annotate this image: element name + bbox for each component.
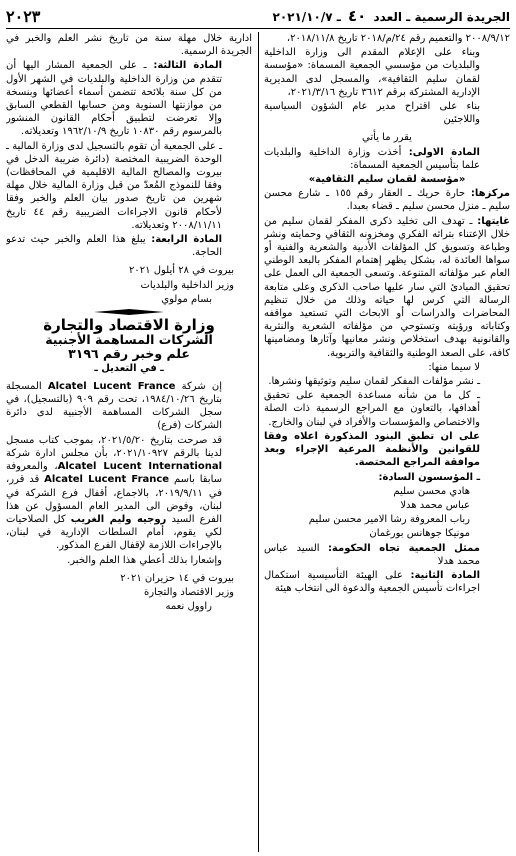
paragraph: قد صرحت بتاريخ ٢٠٢١/٥/٢٠، بموجب كتاب مسجل لدينا بالرقم ٢٠٢١/١٠٩٢٧، بأن مجلس ادارة شركة Alcatel Lucent International، والمعروفة سابقا باسم Alcatel Lucent France قد قرر، في ٢٠١٩/٩/١١، بالاجماع، أقفال فرع الشركة في لبنان، وفوض الى المدير العام المسؤول عن هذا الفرع السيد روجيه وليم الغريب كل الصلاحيات لكي يقوم، أمام السلطات الإدارية في لبنان، بالإجراءات اللازمة لإقفال الفرع المذكور.	[6, 434, 223, 552]
signature-name: راوول نعمه	[165, 601, 212, 613]
signature-title: وزير الاقتصاد والتجارة	[143, 586, 234, 598]
paragraph: إن شركة Alcatel Lucent France المسجلة بتاريخ ١٩٨٤/١٠/٢٦، تحت رقم ٩٠٩ (بالتسجيل)، في سجل الشركات المساهمة الأجنبية لدى دائرة الشركات (فرع)	[6, 380, 222, 432]
issue-date: ـ ٢٠٢١/١٠/٧	[272, 10, 341, 24]
headquarters: مركزها: حارة حريك ـ العقار رقم ١٥٥ ـ شارع محسن سليم ـ منزل محسن سليم ـ قضاء بعبدا.	[264, 188, 510, 213]
title-prefix: الجريدة الرسمية ـ العدد	[373, 10, 510, 24]
signature-name: بسام مولوي	[161, 293, 212, 305]
ministry-title: وزارة الاقتصاد والتجارة	[43, 316, 215, 335]
gazette-title	[273, 7, 511, 25]
paragraph: ٢٠٠٨/٩/١٢ والتعميم رقم ٢٤/م/٢٠١٨ تاريخ ٢٠١٨/١١/٨،	[286, 33, 510, 44]
article-one: المادة الاولى: أخذت وزارة الداخلية والبلديات علما بتأسيس الجمعية المسماة:	[264, 146, 480, 171]
government-representative: ممثل الجمعية تجاه الحكومة: السيد عباس محمد هدلا	[264, 542, 480, 567]
paragraph: ادارية خلال مهلة سنة من تاريخ نشر العلم والخبر في الجريدة الرسمية.	[6, 33, 252, 58]
article-three: المادة الثالثة: ـ على الجمعية المشار اليها أن تتقدم من وزارة الداخلية والبلديات في الشهر الأول من كل سنة بلائحة تتضمن أسماء أعضائها وبنسخة من موازنتها السنوية ومن حسابها القطعي السابق وإلا تعرضت لتطبيق أحكام القانون المنشور بالمرسوم رقم ١٠٨٣٠ تاريخ ١٩٦٢/١٠/٩ وتعديلاته.	[6, 60, 223, 138]
founder-name: مونيكا جوهانس بورغمان	[369, 528, 470, 540]
signature-place-date: بيروت في ٢٨ أيلول ٢٠٢١	[129, 265, 234, 277]
signature-place-date: بيروت في ١٤ حزيران ٢٠٢١	[120, 572, 234, 584]
paragraph: ـ على الجمعية أن تقوم بالتسجيل لدى وزارة المالية ـ الوحدة الضريبية المختصة (دائرة ضريبة الدخل في بيروت والمصالح المالية الاقليمية في المحافظات) وفقا للنموذج المُعدّ من قبل وزارة المالية خلال مهلة شهرين من تاريخ صدور بيان العلم والخبر وفقا لأحكام قانون الاجراءات الضريبية رقم ٤٤ تاريخ ٢٠٠٨/١١/١١ وتعديلاته.	[6, 140, 222, 231]
paragraph: لا سيما منها:	[428, 361, 480, 373]
page-number: ٢٠٢٣	[6, 6, 41, 26]
founder-name: هادي محسن سليم	[393, 485, 470, 497]
section-separator	[6, 309, 252, 315]
article-two: المادة الثانية: على الهيئة التأسيسية استكمال اجراءات تأسيس الجمعية والدعوة الى انتخاب هيئة	[264, 569, 481, 595]
founder-name: رباب المعروفة رشا الامير محسن سليم	[308, 514, 470, 526]
founder-name: عباس محمد هدلا	[400, 499, 470, 511]
separator-ornament	[94, 309, 164, 315]
founders-heading: ـ المؤسسون السادة:	[378, 471, 480, 483]
decision-heading: يقرر ما يأتي	[362, 132, 412, 144]
list-item: ـ كل ما من شأنه مساعدة الجمعية على تحقيق أهدافها، بالتعاون مع المراجع الرسمية ذات الصلة والاختصاص والمؤسسات والأفراد في لبنان والخارج.	[264, 390, 480, 428]
paragraph: بناء على اقتراح مدير عام الشؤون السياسية واللاجئين	[264, 101, 480, 126]
article-four: المادة الرابعة: يبلغ هذا العلم والخبر حيث تدعو الحاجة.	[6, 234, 222, 259]
compliance-clause: على ان تطبق البنود المذكورة اعلاه وفقا للقوانين والأنظمة المرعية الإجراء وبعد موافقة المراجع المختصة.	[264, 430, 480, 469]
list-item: ـ نشر مؤلفات المفكر لقمان سليم وتوثيقها ونشرها.	[268, 376, 480, 388]
association-name: «مؤسسة لقمان سليم الثقافية»	[308, 174, 466, 186]
notice-type: ـ في التعديل ـ	[94, 362, 164, 374]
paragraph: وإشعارا بذلك أعطي هذا العلم والخبر.	[67, 554, 222, 566]
signature-title: وزير الداخلية والبلديات	[140, 279, 234, 291]
paragraph: وبناء على الإعلام المقدم الى وزارة الداخلية والبلديات من مؤسسي الجمعية المسماة: «مؤسسة لقمان سليم الثقافية»، والمسجل لدى المديرية الإدارية المشتركة برقم ٣٦١٢ تاريخ ٢٠٢١/٣/١٦،	[264, 47, 480, 98]
page-header	[6, 4, 510, 29]
column-divider	[258, 32, 259, 852]
section-title: الشركات المساهمة الأجنبية	[45, 332, 213, 348]
right-column	[264, 32, 510, 854]
left-column	[6, 32, 252, 854]
notice-number: علم وخبر رقم ٣١٩٦	[68, 346, 190, 362]
objectives: غايتها: ـ تهدف الى تخليد ذكرى المفكر لقمان سليم من خلال الإعتناء بتراثه الفكري ومخزونه الثقافي وحمايته ونشر وطباعة وتسويق كل المؤلفات الأدبية والشعرية والفنية أو سواها العائدة له، بشكل يظهر إهتمام المفكر بالبعد الوطني العام عبر مؤلفاته المتنوعة. وتسعى الجمعية الى العمل على تحقيق المبادئ التي سار عليها صاحب الذكرى وعلى متابعة الرسالة التي كرس لها حياته وذلك من خلال تنظيم المحاضرات والدراسات أو الابحاث التي تستعيد مواقفه وكتاباته ورؤيته وتستوحي من مؤلفاته الشعرية والنثرية والقانونية بهدف استخلاص ونشر معانيها وآثارها ومضامينها كافة، على الصعد الوطنية والثقافية والتربوية.	[264, 215, 510, 359]
issue-number: ٤٠	[348, 7, 367, 25]
